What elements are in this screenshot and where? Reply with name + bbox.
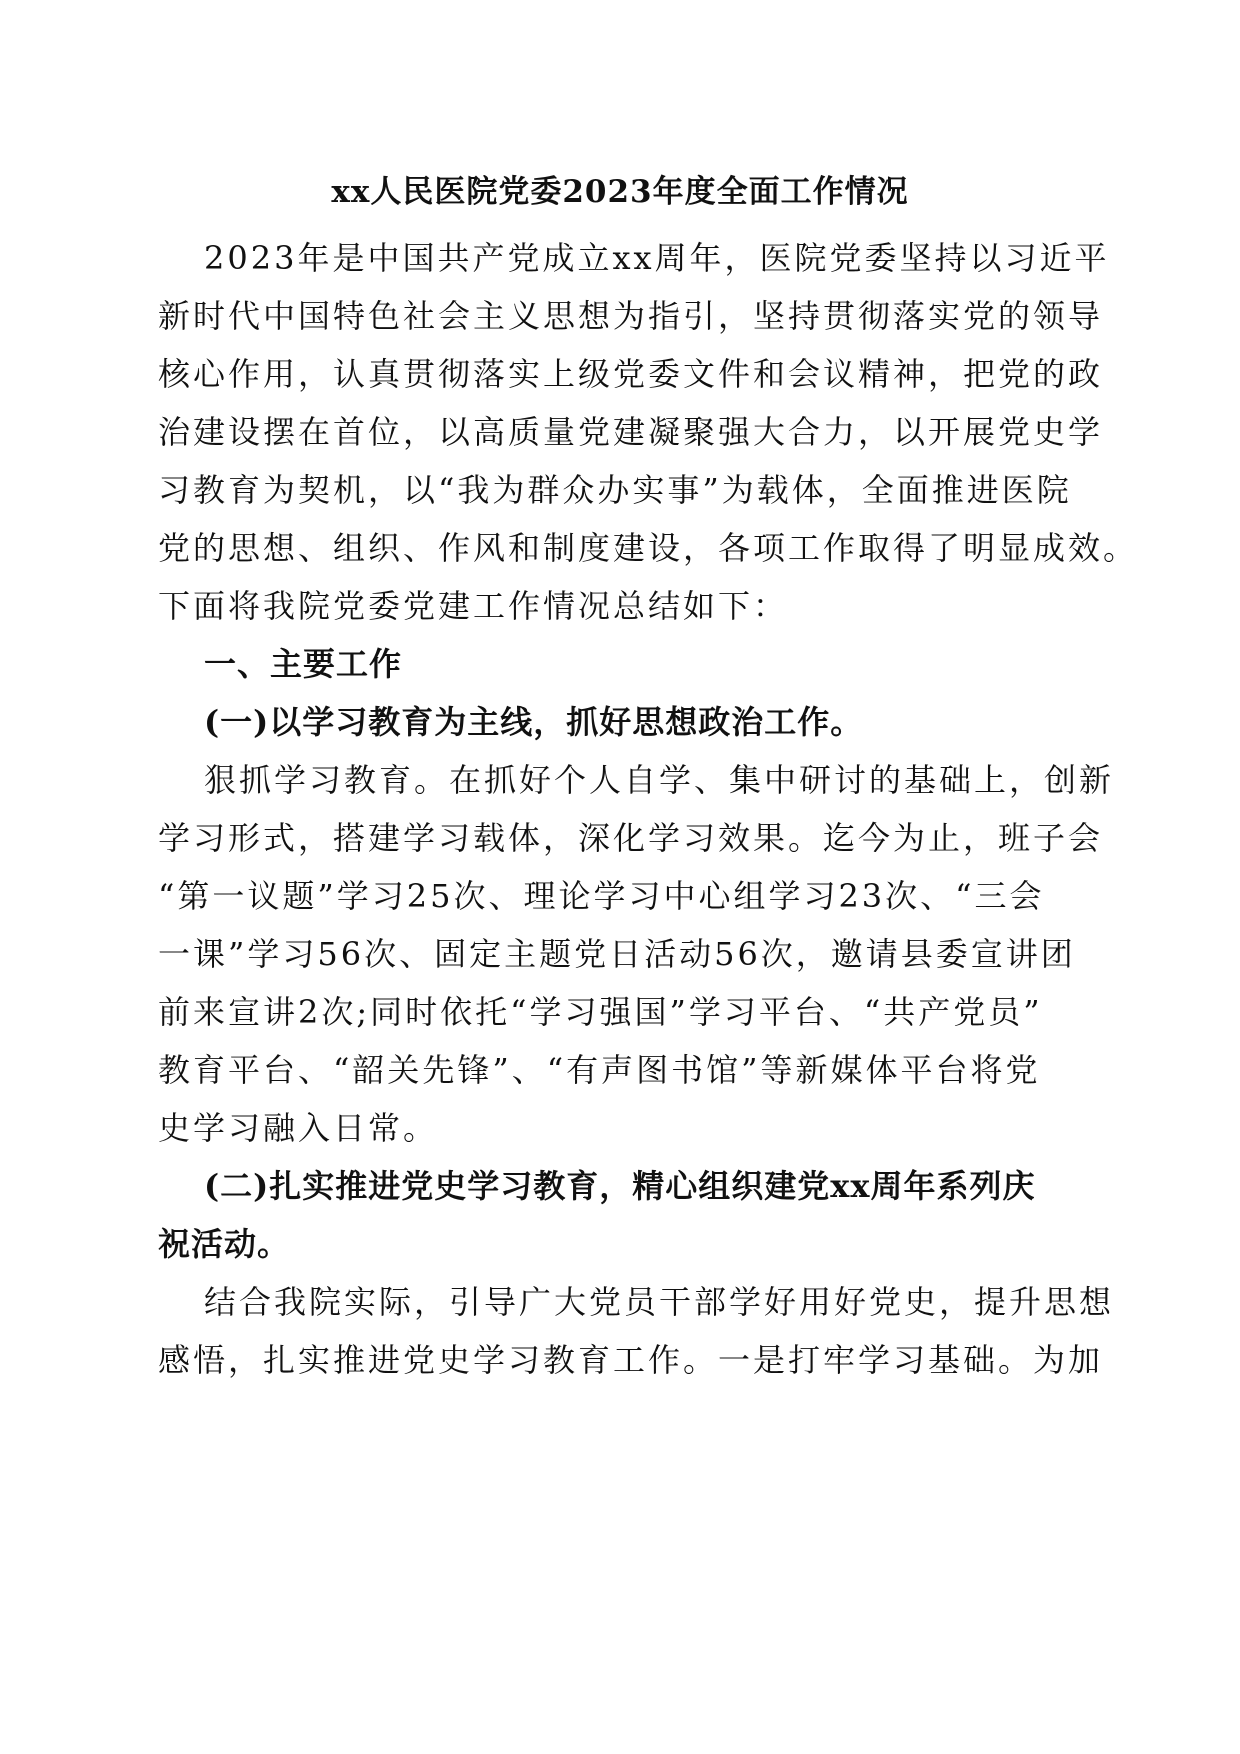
subsection-heading: (二)扎实推进党史学习教育，精心组织建党xx周年系列庆 [204,1167,1036,1205]
intro-line: 2023年是中国共产党成立xx周年，医院党委坚持以习近平 [204,239,1110,277]
document-title: xx人民医院党委2023年度全面工作情况 [331,174,909,210]
intro-line: 党的思想、组织、作风和制度建设，各项工作取得了明显成效。 [158,529,1139,567]
intro-line: 治建设摆在首位，以高质量党建凝聚强大合力，以开展党史学 [158,413,1104,451]
section-heading: 一、主要工作 [204,645,403,683]
body-line: 感悟，扎实推进党史学习教育工作。一是打牢学习基础。为加 [158,1341,1104,1379]
body-line: 学习形式，搭建学习载体，深化学习效果。迄今为止，班子会 [158,819,1104,857]
intro-line: 下面将我院党委党建工作情况总结如下： [158,587,789,625]
body-line: “第一议题”学习25次、理论学习中心组学习23次、“三会 [158,877,1045,915]
body-line: 一课”学习56次、固定主题党日活动56次，邀请县委宣讲团 [158,935,1076,973]
subsection-heading: (一)以学习教育为主线，抓好思想政治工作。 [204,703,864,741]
intro-line: 新时代中国特色社会主义思想为指引，坚持贯彻落实党的领导 [158,297,1104,335]
body-line: 狠抓学习教育。在抓好个人自学、集中研讨的基础上，创新 [204,761,1115,799]
body-line: 前来宣讲2次;同时依托“学习强国”学习平台、“共产党员” [158,993,1043,1031]
body-line: 结合我院实际，引导广大党员干部学好用好党史，提升思想 [204,1283,1115,1321]
intro-line: 核心作用，认真贯彻落实上级党委文件和会议精神，把党的政 [158,355,1104,393]
subsection-heading: 祝活动。 [158,1225,291,1263]
body-line: 史学习融入日常。 [158,1109,439,1147]
intro-line: 习教育为契机，以“我为群众办实事”为载体，全面推进医院 [158,471,1072,509]
body-line: 教育平台、“韶关先锋”、“有声图书馆”等新媒体平台将党 [158,1051,1041,1089]
